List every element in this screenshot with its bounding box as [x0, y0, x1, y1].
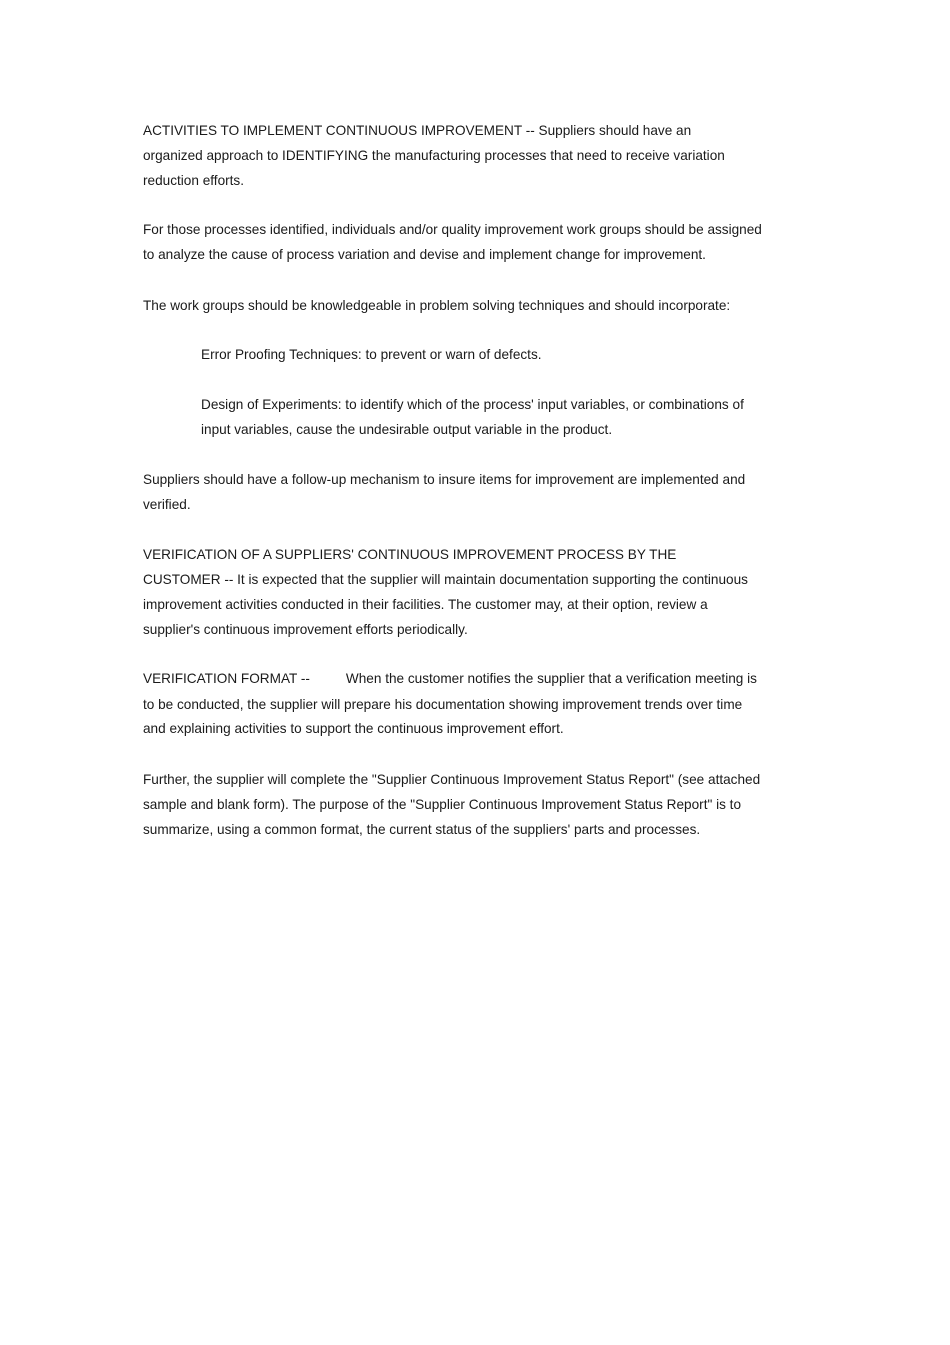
para2-line2: to analyze the cause of process variation and devise and implement change for improvement.: [143, 247, 706, 262]
section2-line1: VERIFICATION OF A SUPPLIERS' CONTINUOUS IMPROVEMENT PROCESS BY THE: [143, 547, 677, 562]
para4-line1: Suppliers should have a follow-up mechanism to insure items for improvement are implemented and: [143, 472, 746, 487]
para2-line1: For those processes identified, individuals and/or quality improvement work groups should be assigned: [143, 222, 762, 237]
section2-line4: supplier's continuous improvement efforts periodically.: [143, 622, 468, 637]
bullet1-line1: Error Proofing Techniques: to prevent or warn of defects.: [201, 347, 542, 362]
section2-line3: improvement activities conducted in their facilities. The customer may, at their option, review a: [143, 597, 708, 612]
bullet2-line1: Design of Experiments: to identify which of the process' input variables, or combinations of: [201, 397, 744, 412]
section3-heading: VERIFICATION FORMAT --: [143, 671, 310, 686]
para4-line2: verified.: [143, 497, 191, 512]
section1-line3: reduction efforts.: [143, 173, 245, 188]
section3-line3: and explaining activities to support the continuous improvement effort.: [143, 721, 564, 736]
section2-line2: CUSTOMER -- It is expected that the supplier will maintain documentation supporting the continuous: [143, 572, 748, 587]
section1-line1: ACTIVITIES TO IMPLEMENT CONTINUOUS IMPROVEMENT -- Suppliers should have an: [143, 123, 692, 138]
section3-line2: to be conducted, the supplier will prepare his documentation showing improvement trends over time: [143, 697, 743, 712]
section1-line2: organized approach to IDENTIFYING the manufacturing processes that need to receive variation: [143, 148, 725, 163]
para5-line1: Further, the supplier will complete the "Supplier Continuous Improvement Status Report" (see attached: [143, 772, 761, 787]
para5-line2: sample and blank form). The purpose of the "Supplier Continuous Improvement Status Report" is to: [143, 797, 742, 812]
section3-line1-rest: When the customer notifies the supplier that a verification meeting is: [345, 671, 757, 686]
section3-line1: [143, 671, 757, 687]
para3-line1: The work groups should be knowledgeable in problem solving techniques and should incorporate:: [143, 298, 731, 313]
para5-line3: summarize, using a common format, the current status of the suppliers' parts and processes.: [143, 822, 701, 837]
bullet2-line2: input variables, cause the undesirable output variable in the product.: [201, 422, 613, 437]
